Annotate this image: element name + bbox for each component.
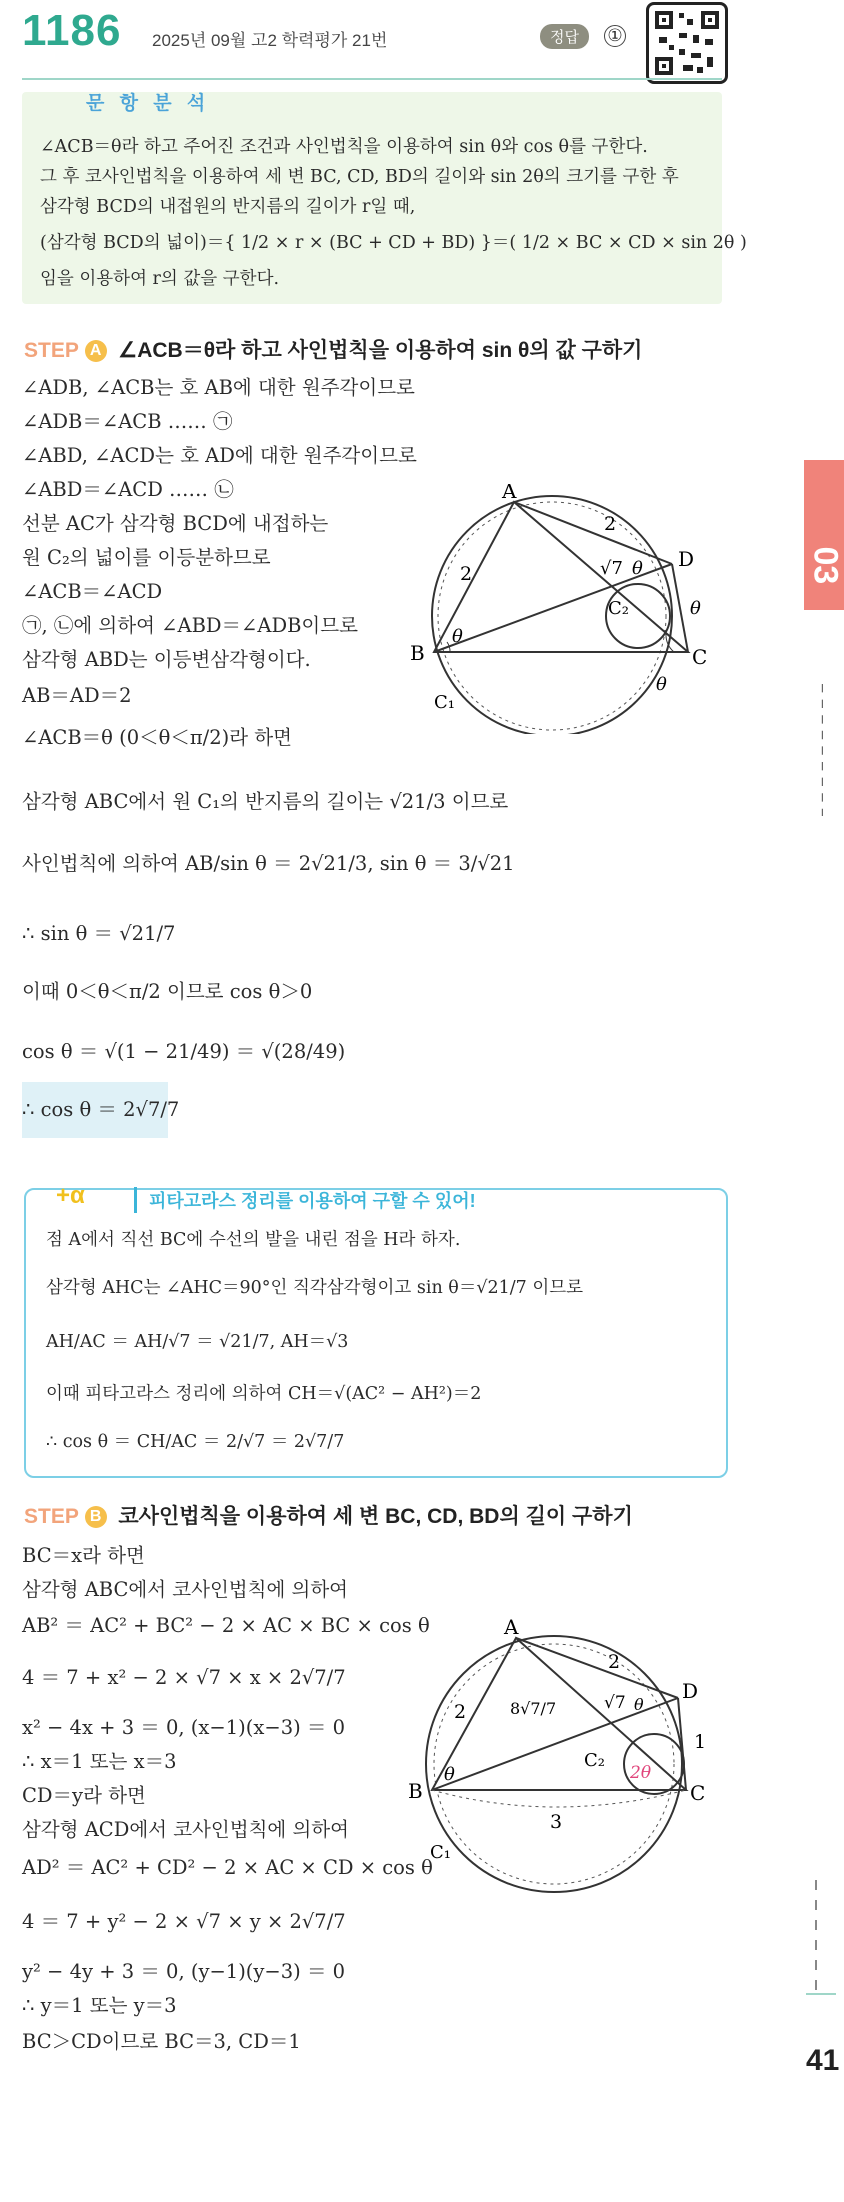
step-b-line: 삼각형 ACD에서 코사인법칙에 의하여: [22, 1818, 349, 1841]
label-ad: 2: [608, 1651, 621, 1673]
step-b-title: 코사인법칙을 이용하여 세 변 BC, CD, BD의 길이 구하기: [118, 1505, 633, 1528]
step-b-line: y² − 4y + 3 ＝ 0, (y−1)(y−3) ＝ 0: [22, 1960, 346, 1983]
exam-subtitle: 2025년 09월 고2 학력평가 21번: [152, 31, 388, 50]
step-a-letter: A: [85, 340, 107, 362]
label-ad: 2: [604, 513, 617, 535]
analysis-line-1: ∠ACB＝θ라 하고 주어진 조건과 사인법칙을 이용하여 sin θ와 cos θ를 구한다.: [40, 137, 648, 157]
step-a-line: ∠ACB＝∠ACD: [22, 580, 163, 603]
step-a-line: ∠ADB, ∠ACB는 호 AB에 대한 원주각이므로: [22, 376, 415, 399]
qr-code-icon[interactable]: [646, 2, 728, 84]
step-b-line: CD＝y라 하면: [22, 1784, 146, 1807]
segment-ad: [514, 502, 672, 564]
circle-c1: [432, 496, 672, 734]
step-b-line: ∴ x＝1 또는 x＝3: [22, 1750, 177, 1773]
tip-line: ∴ cos θ ＝ CH/AC ＝ 2/√7 ＝ 2√7/7: [46, 1432, 345, 1452]
label-a: A: [502, 484, 517, 503]
label-two-theta: 2θ: [630, 1763, 652, 1783]
tip-symbol: +α: [56, 1182, 85, 1209]
label-theta: θ: [452, 626, 463, 647]
step-a-tag: STEP: [24, 339, 79, 362]
chapter-tab-text: 03: [806, 546, 844, 585]
step-a-line: AB＝AD＝2: [22, 684, 132, 707]
step-b-line: x² − 4x + 3 ＝ 0, (x−1)(x−3) ＝ 0: [22, 1716, 346, 1739]
analysis-line-5: 임을 이용하여 r의 값을 구한다.: [40, 269, 280, 289]
step-a-line: cos θ ＝ √(1 − 21/49) ＝ √(28/49): [22, 1040, 346, 1063]
label-b: B: [410, 641, 425, 665]
label-bd: 8√7/7: [510, 1699, 557, 1718]
circle-diagram-2: [404, 1614, 714, 1904]
step-a-line: 삼각형 ABC에서 원 C₁의 반지름의 길이는 √21/3 이므로: [22, 790, 509, 813]
label-a: A: [504, 1615, 519, 1639]
label-ab: 2: [460, 563, 473, 585]
side-decoration-lower: [806, 1880, 836, 2000]
analysis-title: 문 항 분 석: [86, 93, 211, 114]
label-theta: θ: [656, 674, 667, 695]
step-a-heading: [24, 334, 642, 364]
step-a-line: ∠ACB＝θ (0＜θ＜π/2)라 하면: [22, 726, 292, 749]
chapter-side-tab: [804, 460, 844, 610]
step-a-title: ∠ACB＝θ라 하고 사인법칙을 이용하여 sin θ의 값 구하기: [118, 339, 643, 362]
step-b-line: 삼각형 ABC에서 코사인법칙에 의하여: [22, 1578, 349, 1601]
step-b-line: BC＞CD이므로 BC＝3, CD＝1: [22, 2030, 301, 2053]
circle-diagram-1: [404, 484, 714, 734]
label-theta: θ: [632, 558, 643, 579]
label-ab: 2: [454, 1701, 467, 1723]
step-a-line: 이때 0＜θ＜π/2 이므로 cos θ＞0: [22, 980, 313, 1003]
analysis-line-2: 그 후 코사인법칙을 이용하여 세 변 BC, CD, BD의 길이와 sin 2θ의 크기를 구한 후: [40, 167, 679, 187]
tip-line: 삼각형 AHC는 ∠AHC＝90°인 직각삼각형이고 sin θ＝√21/7 이므로: [46, 1278, 584, 1298]
step-a-line: ∠ABD＝∠ACD …… ㉡: [22, 478, 234, 501]
step-b-line: AB² ＝ AC² + BC² − 2 × AC × BC × cos θ: [22, 1614, 430, 1637]
label-c2: C₂: [608, 598, 629, 619]
step-b-line: BC＝x라 하면: [22, 1544, 145, 1567]
analysis-line-4: (삼각형 BCD의 넓이)＝{ 1/2 × r × (BC + CD + BD) }＝( 1/2 × BC × CD × sin 2θ ): [40, 233, 747, 253]
label-theta: θ: [634, 1695, 644, 1714]
triangle-abc: [434, 502, 688, 652]
label-d: D: [682, 1679, 699, 1703]
step-a-line: 사인법칙에 의하여 AB/sin θ ＝ 2√21/3, sin θ ＝ 3/√21: [22, 852, 515, 875]
step-a-line: ∠ADB＝∠ACB …… ㉠: [22, 410, 233, 433]
label-bc: 3: [550, 1811, 563, 1833]
header-divider: [22, 78, 722, 80]
step-a-line: 삼각형 ABD는 이등변삼각형이다.: [22, 648, 311, 671]
step-b-letter: B: [85, 1506, 107, 1528]
step-a-line: 원 C₂의 넓이를 이등분하므로: [22, 546, 271, 569]
segment-dc: [672, 564, 688, 652]
step-a-line: ∠ABD, ∠ACD는 호 AD에 대한 원주각이므로: [22, 444, 417, 467]
step-b-heading: [24, 1500, 633, 1530]
step-a-line: ㉠, ㉡에 의하여 ∠ABD＝∠ADB이므로: [22, 614, 358, 637]
label-ac: √7: [604, 1693, 626, 1713]
problem-number: 1186: [22, 6, 122, 55]
label-c1: C₁: [434, 692, 455, 713]
label-c: C: [692, 645, 708, 669]
step-b-line: 4 ＝ 7 + y² − 2 × √7 × y × 2√7/7: [22, 1910, 346, 1933]
label-cd: 1: [694, 1731, 707, 1753]
step-b-line: ∴ y＝1 또는 y＝3: [22, 1994, 177, 2017]
step-a-line: ∴ sin θ ＝ √21/7: [22, 922, 176, 945]
tip-line: 점 A에서 직선 BC에 수선의 발을 내린 점을 H라 하자.: [46, 1230, 461, 1250]
label-b: B: [408, 1779, 423, 1803]
step-a-result: ∴ cos θ ＝ 2√7/7: [22, 1098, 180, 1121]
label-c1: C₁: [430, 1842, 451, 1863]
label-theta: θ: [690, 598, 701, 619]
circle-c1-dashed: [438, 502, 666, 730]
analysis-line-3: 삼각형 BCD의 내접원의 반지름의 길이가 r일 때,: [40, 197, 416, 217]
step-b-tag: STEP: [24, 1505, 79, 1528]
label-c2: C₂: [584, 1750, 605, 1771]
page-number: 41: [806, 2044, 840, 2077]
tip-line: 이때 피타고라스 정리에 의하여 CH＝√(AC² − AH²)＝2: [46, 1384, 482, 1404]
step-b-line: AD² ＝ AC² + CD² − 2 × AC × CD × cos θ: [22, 1856, 433, 1879]
side-decoration: [820, 640, 826, 860]
tip-line: AH/AC ＝ AH/√7 ＝ √21/7, AH＝√3: [46, 1332, 349, 1352]
tip-title: 피타고라스 정리를 이용하여 구할 수 있어!: [134, 1187, 476, 1213]
label-d: D: [678, 547, 695, 571]
step-b-line: 4 ＝ 7 + x² − 2 × √7 × x × 2√7/7: [22, 1666, 346, 1689]
answer-badge: 정답: [540, 24, 589, 49]
label-c: C: [690, 1781, 706, 1805]
label-ac: √7: [600, 558, 623, 579]
step-a-line: 선분 AC가 삼각형 BCD에 내접하는: [22, 512, 329, 535]
segment-ad: [516, 1638, 678, 1698]
label-theta: θ: [444, 1764, 455, 1785]
answer-value: ①: [604, 25, 626, 47]
